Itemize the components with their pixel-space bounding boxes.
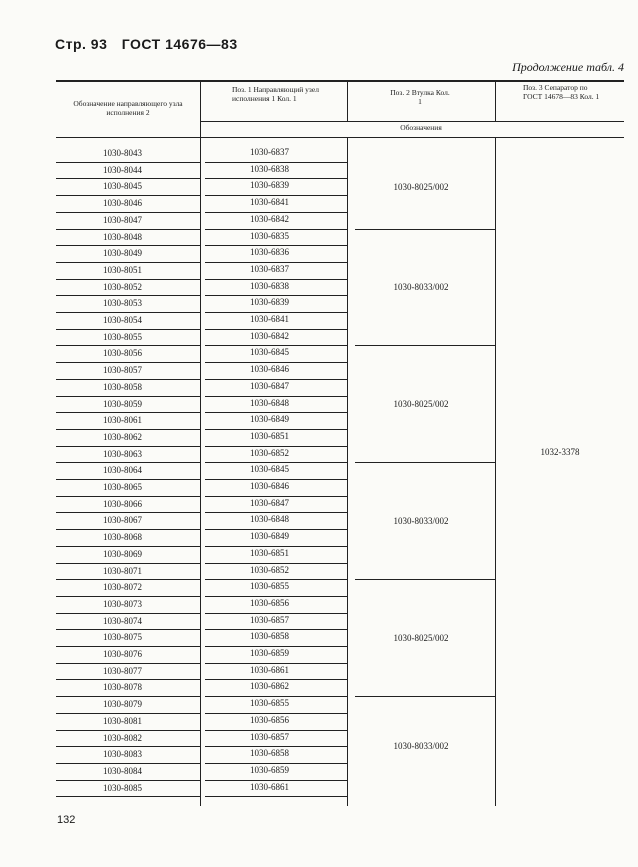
cell-guide-node: 1030-6859 <box>250 648 289 658</box>
row-separator <box>205 696 347 697</box>
row-separator <box>205 212 347 213</box>
cell-guide-node: 1030-6851 <box>250 547 289 558</box>
cell-node-designation: 1030-8082 <box>103 732 142 743</box>
col-divider-3-header <box>495 80 496 121</box>
cell-guide-node: 1030-6855 <box>250 698 289 709</box>
cell-node-designation: 1030-8057 <box>103 365 142 376</box>
row-separator <box>56 696 200 697</box>
cell-node-designation: 1030-8047 <box>103 214 142 225</box>
row-separator <box>56 596 200 597</box>
row-separator <box>205 563 347 564</box>
cell-guide-node: 1030-6856 <box>250 714 289 725</box>
cell-node-designation: 1030-8046 <box>103 198 142 209</box>
cell-guide-node: 1030-6839 <box>250 180 289 191</box>
row-separator <box>56 613 200 614</box>
row-separator <box>56 529 200 530</box>
cell-node-designation: 1030-8059 <box>103 398 142 409</box>
row-separator <box>205 362 347 363</box>
page-number: 132 <box>57 814 76 826</box>
cell-guide-node: 1030-6847 <box>250 497 289 508</box>
col4-header: Поз. 3 Сепаратор по ГОСТ 14678—83 Кол. 1 <box>523 83 600 101</box>
cell-guide-node: 1030-6845 <box>250 464 289 475</box>
group-separator <box>355 579 495 580</box>
cell-node-designation: 1030-8073 <box>103 598 142 609</box>
cell-node-designation: 1030-8063 <box>103 448 142 459</box>
cell-guide-node: 1030-6849 <box>250 531 289 542</box>
cell-node-designation: 1030-8058 <box>103 381 142 392</box>
cell-bushing-group: 1030-8025/002 <box>393 181 449 192</box>
row-separator <box>205 796 347 797</box>
row-separator <box>205 780 347 781</box>
row-separator <box>56 563 200 564</box>
row-separator <box>205 429 347 430</box>
cell-guide-node: 1030-6838 <box>250 163 289 174</box>
cell-guide-node: 1030-6847 <box>250 380 289 391</box>
subheader-divider <box>200 121 624 122</box>
cell-node-designation: 1030-8071 <box>103 565 142 576</box>
cell-guide-node: 1030-6838 <box>250 280 289 291</box>
col4-merged-cell: 1032-3378 <box>540 447 580 457</box>
cell-node-designation: 1030-8054 <box>103 315 142 325</box>
cell-node-designation: 1030-8072 <box>103 582 142 593</box>
row-separator <box>56 412 200 413</box>
cell-node-designation: 1030-8075 <box>103 632 142 643</box>
row-separator <box>205 479 347 480</box>
cell-bushing-group: 1030-8025/002 <box>393 398 449 409</box>
group-separator <box>355 462 495 463</box>
cell-guide-node: 1030-6861 <box>250 781 289 792</box>
cell-bushing-group: 1030-8025/002 <box>393 632 449 643</box>
row-separator <box>56 713 200 714</box>
col-divider-1 <box>200 80 201 806</box>
row-separator <box>56 229 200 230</box>
cell-node-designation: 1030-8044 <box>103 164 142 175</box>
page-label: Стр. 93 <box>55 36 108 52</box>
cell-node-designation: 1030-8084 <box>103 765 142 776</box>
cell-node-designation: 1030-8079 <box>103 699 142 710</box>
row-separator <box>56 763 200 764</box>
cell-guide-node: 1030-6851 <box>250 430 289 441</box>
group-separator <box>355 696 495 697</box>
row-separator <box>205 596 347 597</box>
row-separator <box>205 579 347 580</box>
cell-guide-node: 1030-6837 <box>250 263 289 274</box>
row-separator <box>56 212 200 213</box>
cell-guide-node: 1030-6848 <box>250 397 289 408</box>
cell-node-designation: 1030-8085 <box>103 782 142 793</box>
cell-guide-node: 1030-6846 <box>250 364 289 375</box>
row-separator <box>205 329 347 330</box>
row-separator <box>205 245 347 246</box>
row-separator <box>56 279 200 280</box>
row-separator <box>56 262 200 263</box>
row-separator <box>56 429 200 430</box>
row-separator <box>56 746 200 747</box>
doc-code: ГОСТ 14676—83 <box>121 36 238 52</box>
row-separator <box>56 479 200 480</box>
row-separator <box>205 730 347 731</box>
row-separator <box>56 362 200 363</box>
row-separator <box>205 295 347 296</box>
col1-header: Обозначение направляющего узла исполнения 2 <box>73 99 183 117</box>
cell-guide-node: 1030-6858 <box>250 748 289 759</box>
cell-node-designation: 1030-8069 <box>103 548 142 559</box>
cell-node-designation: 1030-8078 <box>103 682 142 693</box>
cell-guide-node: 1030-6855 <box>250 581 289 592</box>
page-header <box>55 36 248 52</box>
group-separator <box>355 345 495 346</box>
table-top-border <box>56 80 624 82</box>
row-separator <box>56 546 200 547</box>
cell-guide-node: 1030-6852 <box>250 447 289 458</box>
cell-bushing-group: 1030-8033/002 <box>393 741 449 752</box>
row-separator <box>56 345 200 346</box>
row-separator <box>56 462 200 463</box>
cell-guide-node: 1030-6846 <box>250 481 289 491</box>
row-separator <box>205 262 347 263</box>
cell-node-designation: 1030-8051 <box>103 264 142 275</box>
cell-node-designation: 1030-8062 <box>103 431 142 442</box>
cell-node-designation: 1030-8066 <box>103 498 142 509</box>
row-separator <box>205 379 347 380</box>
cell-node-designation: 1030-8052 <box>103 281 142 292</box>
cell-node-designation: 1030-8065 <box>103 482 142 492</box>
row-separator <box>56 663 200 664</box>
row-separator <box>56 512 200 513</box>
cell-node-designation: 1030-8077 <box>103 665 142 676</box>
cell-node-designation: 1030-8053 <box>103 298 142 309</box>
row-separator <box>205 312 347 313</box>
row-separator <box>56 162 200 163</box>
cell-node-designation: 1030-8061 <box>103 415 142 426</box>
row-separator <box>205 195 347 196</box>
row-separator <box>205 629 347 630</box>
col3-header: Поз. 2 Втулка Кол. 1 <box>390 88 450 106</box>
row-separator <box>56 245 200 246</box>
row-separator <box>56 579 200 580</box>
row-separator <box>56 730 200 731</box>
row-separator <box>205 412 347 413</box>
cell-guide-node: 1030-6857 <box>250 731 289 742</box>
row-separator <box>205 496 347 497</box>
row-separator <box>56 396 200 397</box>
cell-guide-node: 1030-6857 <box>250 614 289 625</box>
cell-guide-node: 1030-6836 <box>250 247 289 258</box>
cell-node-designation: 1030-8067 <box>103 515 142 526</box>
row-separator <box>205 713 347 714</box>
row-separator <box>205 746 347 747</box>
header-bottom-border <box>56 137 624 138</box>
cell-guide-node: 1030-6835 <box>250 230 289 241</box>
row-separator <box>56 780 200 781</box>
row-separator <box>56 496 200 497</box>
row-separator <box>205 446 347 447</box>
row-separator <box>205 763 347 764</box>
cell-guide-node: 1030-6856 <box>250 597 289 608</box>
row-separator <box>205 178 347 179</box>
cell-node-designation: 1030-8064 <box>103 465 142 476</box>
row-separator <box>56 796 200 797</box>
row-separator <box>56 446 200 447</box>
cell-node-designation: 1030-8081 <box>103 715 142 726</box>
cell-guide-node: 1030-6852 <box>250 564 289 575</box>
col-divider-3 <box>495 137 496 806</box>
cell-node-designation: 1030-8055 <box>103 331 142 342</box>
cell-guide-node: 1030-6862 <box>250 681 289 692</box>
row-separator <box>205 462 347 463</box>
row-separator <box>56 629 200 630</box>
cell-guide-node: 1030-6849 <box>250 414 289 425</box>
row-separator <box>205 229 347 230</box>
row-separator <box>205 679 347 680</box>
row-separator <box>205 345 347 346</box>
row-separator <box>205 663 347 664</box>
table-continuation-label: Продолжение табл. 4 <box>512 60 624 74</box>
cell-guide-node: 1030-6841 <box>250 314 289 324</box>
row-separator <box>56 178 200 179</box>
row-separator <box>205 613 347 614</box>
cell-guide-node: 1030-6861 <box>250 664 289 675</box>
cell-node-designation: 1030-8068 <box>103 532 142 543</box>
cell-guide-node: 1030-6842 <box>250 213 289 224</box>
cell-guide-node: 1030-6837 <box>250 147 289 157</box>
cell-node-designation: 1030-8048 <box>103 231 142 242</box>
cell-node-designation: 1030-8083 <box>103 749 142 760</box>
cell-node-designation: 1030-8076 <box>103 649 142 659</box>
row-separator <box>56 295 200 296</box>
cell-bushing-group: 1030-8033/002 <box>393 515 449 526</box>
col-divider-2 <box>347 137 348 806</box>
row-separator <box>56 329 200 330</box>
cell-node-designation: 1030-8056 <box>103 348 142 359</box>
col2-header: Поз. 1 Направляющий узел исполнения 1 Кол. 1 <box>232 85 319 103</box>
group-separator <box>355 229 495 230</box>
cell-guide-node: 1030-6858 <box>250 631 289 642</box>
row-separator <box>205 162 347 163</box>
cell-node-designation: 1030-8043 <box>103 148 142 158</box>
row-separator <box>56 312 200 313</box>
cell-guide-node: 1030-6842 <box>250 330 289 341</box>
row-separator <box>56 379 200 380</box>
cell-node-designation: 1030-8045 <box>103 181 142 192</box>
cell-guide-node: 1030-6841 <box>250 197 289 208</box>
cell-guide-node: 1030-6845 <box>250 347 289 358</box>
row-separator <box>205 546 347 547</box>
cell-bushing-group: 1030-8033/002 <box>393 281 449 292</box>
cell-guide-node: 1030-6848 <box>250 514 289 525</box>
cell-guide-node: 1030-6839 <box>250 297 289 308</box>
row-separator <box>56 646 200 647</box>
row-separator <box>56 195 200 196</box>
row-separator <box>56 679 200 680</box>
row-separator <box>205 512 347 513</box>
cell-node-designation: 1030-8049 <box>103 248 142 259</box>
row-separator <box>205 279 347 280</box>
row-separator <box>205 396 347 397</box>
row-separator <box>205 529 347 530</box>
row-separator <box>205 646 347 647</box>
cell-guide-node: 1030-6859 <box>250 764 289 775</box>
col-divider-2-header <box>347 80 348 121</box>
subheader-designations: Обозначения <box>400 123 442 132</box>
cell-node-designation: 1030-8074 <box>103 615 142 626</box>
